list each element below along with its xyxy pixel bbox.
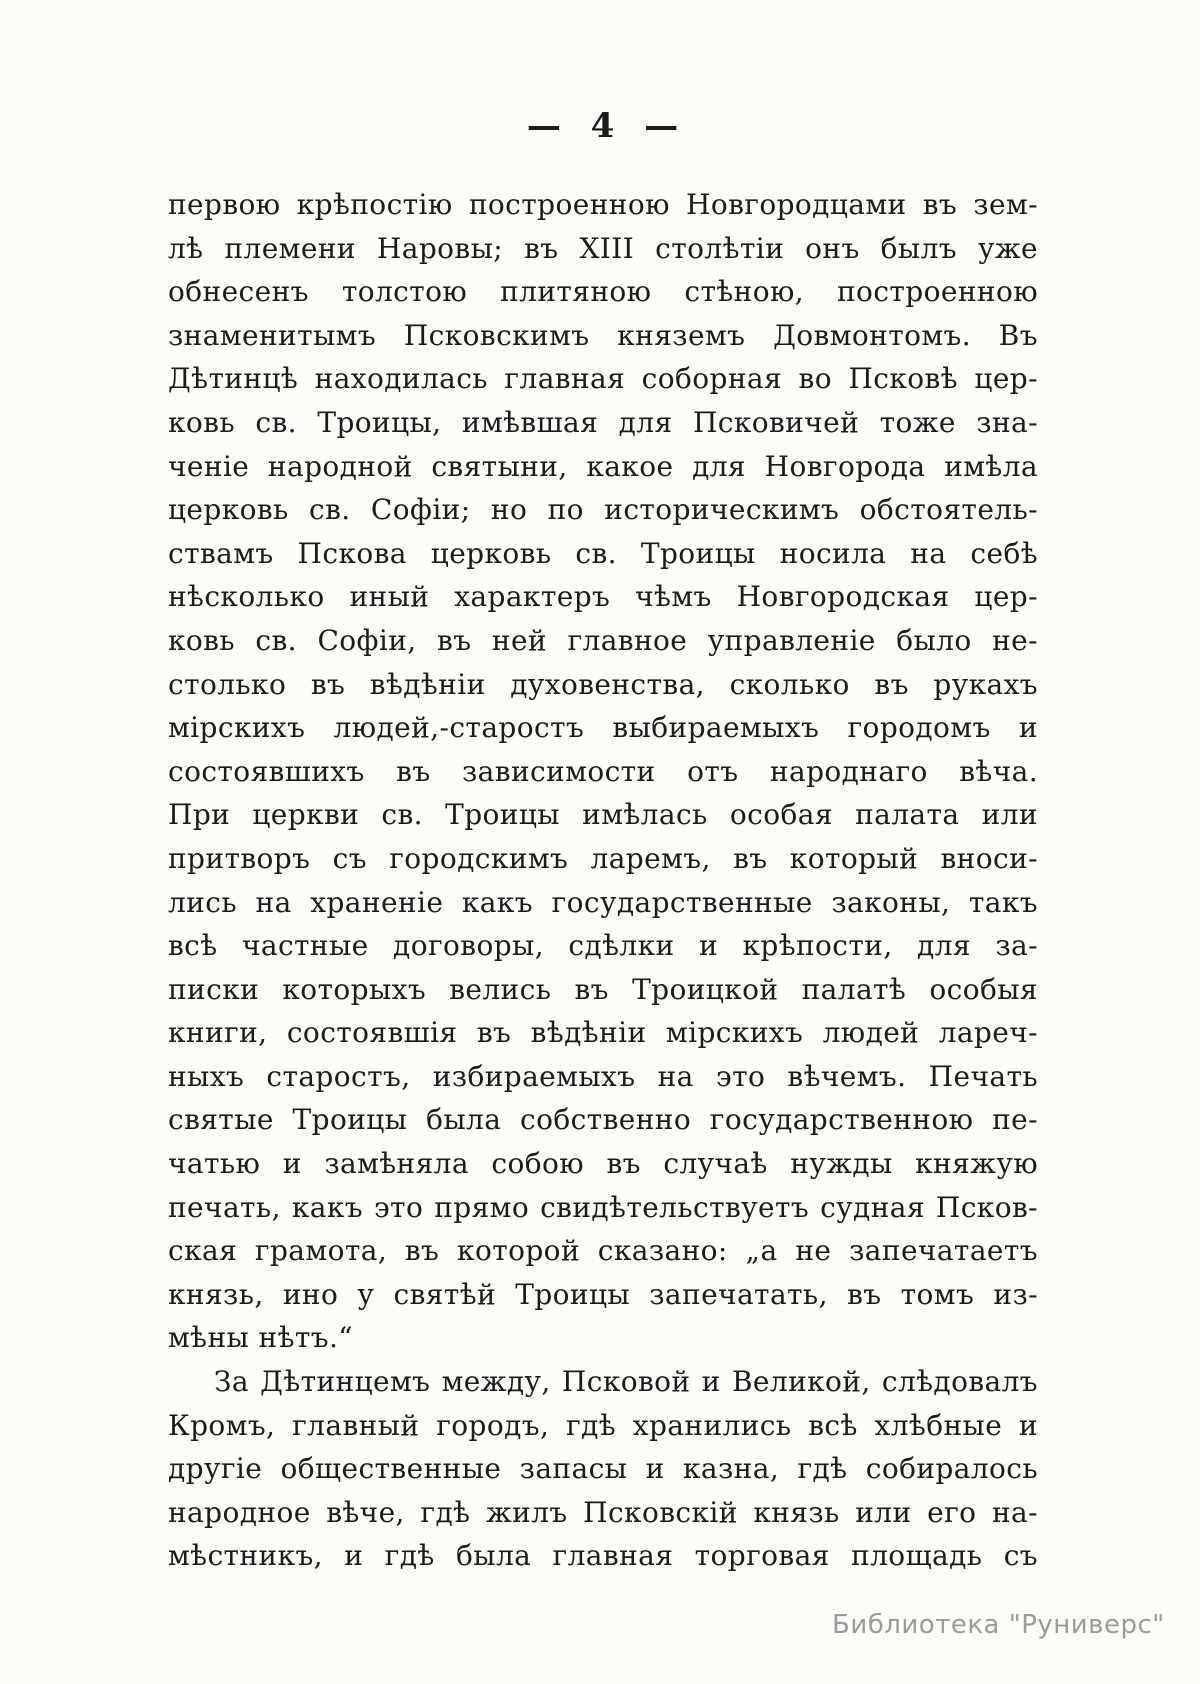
text-line: писки которыхъ велись въ Троицкой палатѣ особыя — [168, 972, 1038, 1006]
text-line: ская грамота, въ которой сказано: „а не запечатаетъ — [168, 1234, 1038, 1268]
text-line: Дѣтинцѣ находилась главная соборная во Псковѣ цер- — [168, 362, 1038, 396]
text-line: князь, ино у святѣй Троицы запечатать, въ томъ из- — [168, 1277, 1038, 1311]
text-line: ковь св. Троицы, имѣвшая для Псковичей тоже зна- — [168, 405, 1038, 439]
text-line: печать, какъ это прямо свидѣтельствуетъ судная Псков- — [168, 1190, 1038, 1224]
text-line: народное вѣче, гдѣ жилъ Псковскій князь или его на- — [168, 1495, 1038, 1529]
text-line: ствамъ Пскова церковь св. Троицы носила на себѣ — [168, 536, 1038, 570]
page-number: — 4 — — [526, 106, 680, 146]
text-line: столько въ вѣдѣніи духовенства, сколько въ рукахъ — [168, 667, 1038, 701]
text-line: За Дѣтинцемъ между, Псковой и Великой, слѣдовалъ — [214, 1365, 1038, 1399]
watermark: Библиотека "Руниверс" — [832, 1610, 1165, 1640]
text-line: мѣны нѣтъ.“ — [168, 1321, 353, 1355]
text-line: лись на храненіе какъ государственные законы, такъ — [168, 885, 1038, 919]
text-line: ченіе народной святыни, какое для Новгорода имѣла — [168, 449, 1038, 483]
text-line: первою крѣпостію построенною Новгородцами въ зем- — [168, 188, 1038, 221]
text-line: лѣ племени Наровы; въ XIII столѣтіи онъ былъ уже — [168, 231, 1038, 265]
text-line: ныхъ старостъ, избираемыхъ на это вѣчемъ. Печать — [168, 1059, 1038, 1093]
text-line: При церкви св. Троицы имѣлась особая палата или — [168, 798, 1038, 832]
text-line: книги, состоявшія въ вѣдѣніи мірскихъ людей лареч- — [168, 1016, 1038, 1050]
text-line: святые Троицы была собственно государственною пе- — [168, 1103, 1038, 1137]
text-line: знаменитымъ Псковскимъ княземъ Довмонтомъ. Въ — [168, 318, 1038, 352]
text-line: обнесенъ толстою плитяною стѣною, построенною — [168, 275, 1038, 309]
text-line: другіе общественные запасы и казна, гдѣ собиралось — [168, 1452, 1038, 1486]
text-line: церковь св. Софіи; но по историческимъ обстоятель- — [168, 493, 1038, 527]
text-line: мѣстникъ, и гдѣ была главная торговая площадь съ — [168, 1539, 1038, 1573]
text-line: Кромъ, главный городъ, гдѣ хранились всѣ хлѣбные и — [168, 1408, 1038, 1442]
text-line: нѣсколько иный характеръ чѣмъ Новгородская цер- — [168, 580, 1038, 614]
text-line: мірскихъ людей,-старостъ выбираемыхъ городомъ и — [168, 711, 1038, 745]
text-line: чатью и замѣняла собою въ случаѣ нужды княжую — [168, 1147, 1038, 1181]
text-line: притворъ съ городскимъ ларемъ, въ который вноси- — [168, 841, 1038, 875]
text-line: состоявшихъ въ зависимости отъ народнаго вѣча. — [168, 754, 1038, 788]
body-text — [168, 183, 1038, 1578]
text-line: ковь св. Софіи, въ ней главное управленіе было не- — [168, 623, 1038, 657]
text-line: всѣ частные договоры, сдѣлки и крѣпости, для за- — [168, 929, 1038, 963]
